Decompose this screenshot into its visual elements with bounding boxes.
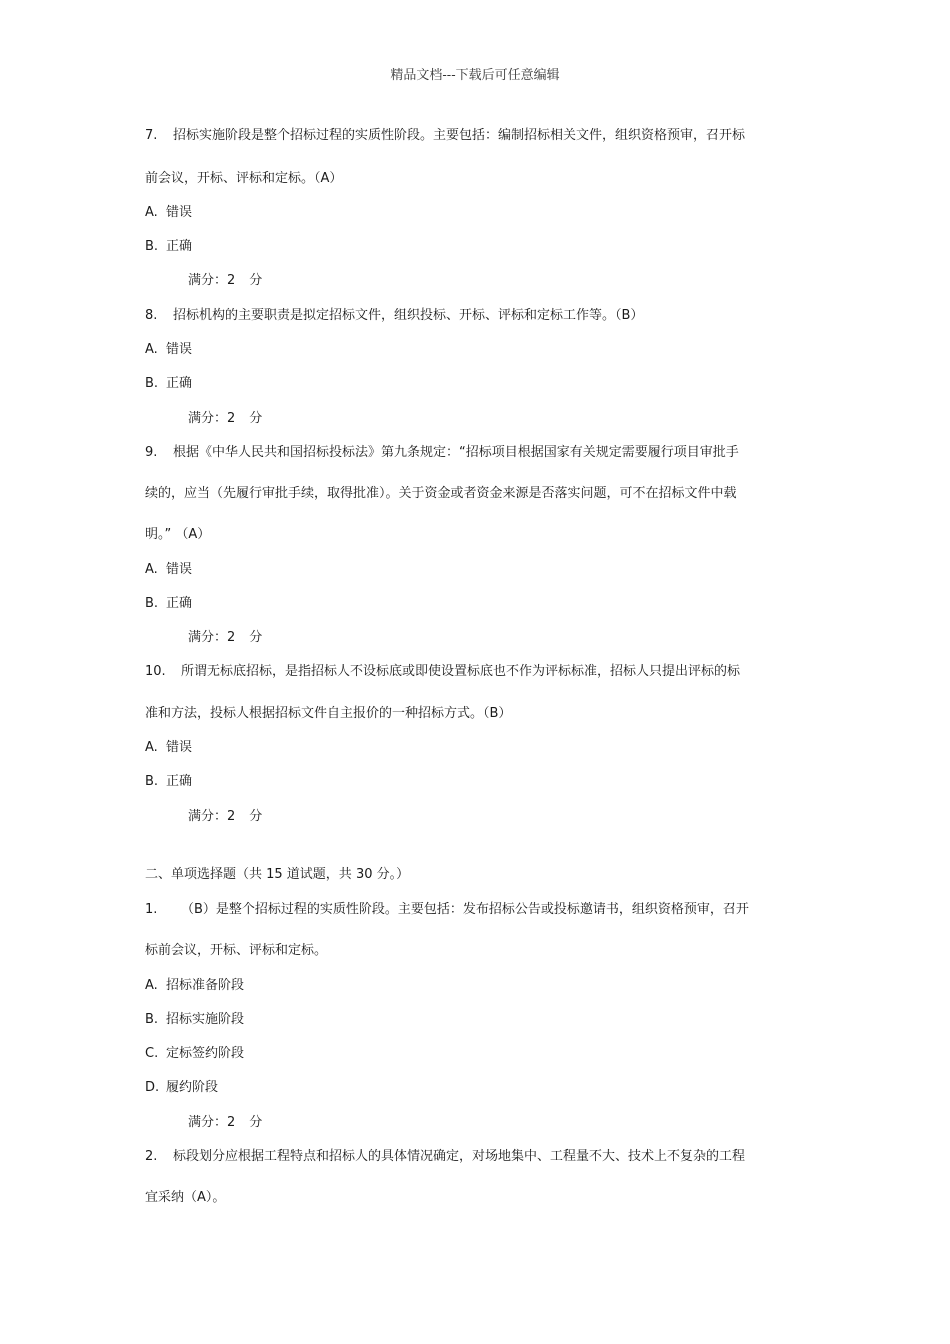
question-number: 8. <box>145 308 158 323</box>
question-text: 招标机构的主要职责是拟定招标文件，组织投标、开标、评标和定标工作等。（B） <box>173 308 644 323</box>
option-a: A. 错误 <box>145 562 193 577</box>
question-text: 根据《中华人民共和国招标投标法》第九条规定：“招标项目根据国家有关规定需要履行项目审批手 <box>173 445 739 460</box>
section-title: 二、单项选择题（共 15 道试题，共 30 分。） <box>145 867 410 882</box>
question-7 <box>145 126 745 146</box>
question-text: 招标实施阶段是整个招标过程的实质性阶段。主要包括：编制招标相关文件，组织资格预审，召开标 <box>173 128 746 143</box>
question-text: 标段划分应根据工程特点和招标人的具体情况确定，对场地集中、工程量不大、技术上不复杂的工程 <box>173 1149 746 1164</box>
option-b: B. 正确 <box>145 596 193 611</box>
question-number: 1. <box>145 902 158 917</box>
option-a: A. 错误 <box>145 205 193 220</box>
page-header: 精品文档---下载后可任意编辑 <box>390 68 560 83</box>
option-b: B. 正确 <box>145 774 193 789</box>
question-number: 10. <box>145 664 166 679</box>
question-text-cont: 前会议，开标、评标和定标。（A） <box>145 171 343 186</box>
option-a: A. 错误 <box>145 740 193 755</box>
question-9 <box>145 443 739 463</box>
question-text-cont: 宜采纳（A）。 <box>145 1190 226 1205</box>
mc-question-1 <box>145 900 749 920</box>
question-number: 7. <box>145 128 158 143</box>
option-b: B. 招标实施阶段 <box>145 1012 245 1027</box>
option-d: D. 履约阶段 <box>145 1080 219 1095</box>
question-8 <box>145 306 643 326</box>
score-line: 满分：2 分 <box>188 273 263 288</box>
option-b: B. 正确 <box>145 376 193 391</box>
question-number: 9. <box>145 445 158 460</box>
question-text: 所谓无标底招标，是指招标人不设标底或即使设置标底也不作为评标标准，招标人只提出评标的标 <box>181 664 741 679</box>
question-text: （B）是整个招标过程的实质性阶段。主要包括：发布招标公告或投标邀请书，组织资格预审，召开 <box>181 902 749 917</box>
question-text-cont: 续的，应当（先履行审批手续，取得批准）。关于资金或者资金来源是否落实问题，可不在招标文件中载 <box>145 486 737 501</box>
option-a: A. 错误 <box>145 342 193 357</box>
score-line: 满分：2 分 <box>188 630 263 645</box>
score-line: 满分：2 分 <box>188 809 263 824</box>
score-line: 满分：2 分 <box>188 411 263 426</box>
score-line: 满分：2 分 <box>188 1115 263 1130</box>
option-b: B. 正确 <box>145 239 193 254</box>
question-10 <box>145 662 740 682</box>
mc-question-2 <box>145 1147 745 1167</box>
option-c: C. 定标签约阶段 <box>145 1046 245 1061</box>
question-text-cont: 标前会议，开标、评标和定标。 <box>145 943 328 958</box>
question-number: 2. <box>145 1149 158 1164</box>
question-text-cont: 明。” （A） <box>145 527 211 542</box>
option-a: A. 招标准备阶段 <box>145 978 245 993</box>
question-text-cont: 准和方法，投标人根据招标文件自主报价的一种招标方式。（B） <box>145 706 512 721</box>
